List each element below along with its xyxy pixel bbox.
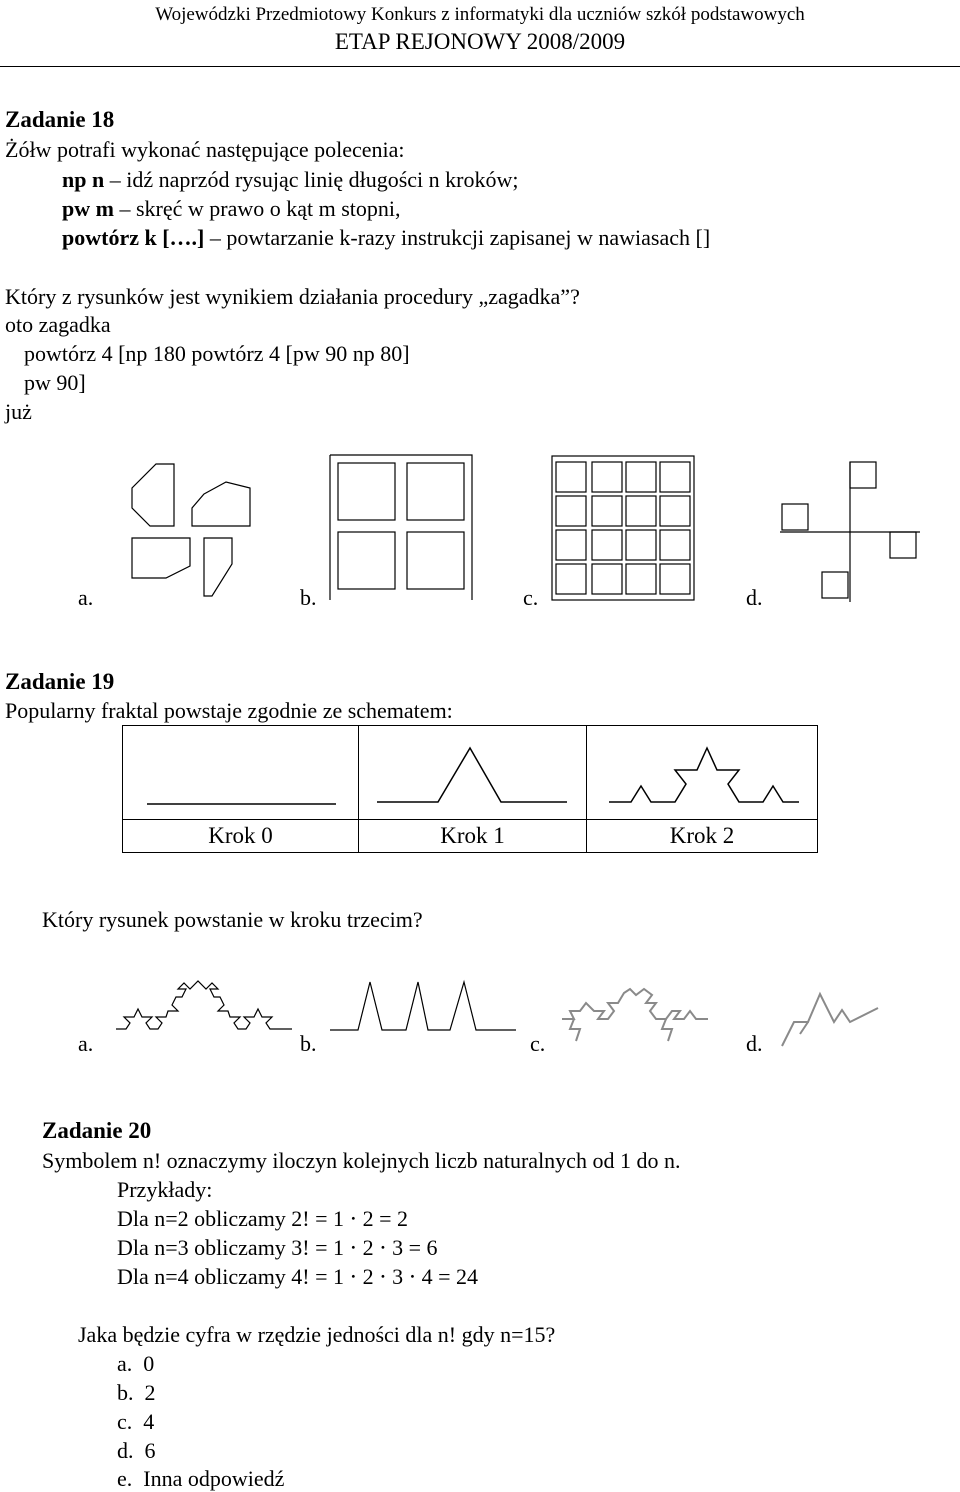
cmd-powtorz-desc: – powtarzanie k-razy instrukcji zapisanej w nawiasach [] [204,225,711,250]
header-divider [0,66,960,67]
task19-option-c[interactable]: c. [530,1031,546,1056]
task18-figure-a [126,460,256,602]
task19-figure-c [562,985,712,1047]
task18-code-line4: już [5,399,32,424]
task20-answer-e[interactable]: e. Inna odpowiedź [117,1466,285,1491]
task18-code-line3: pw 90] [24,370,86,395]
task20-example-3: Dla n=4 obliczamy 4! = 1 ⋅ 2 ⋅ 3 ⋅ 4 = 24 [117,1264,479,1289]
step0-label: Krok 0 [123,820,359,853]
task18-option-d[interactable]: d. [746,585,763,610]
step2-cell [587,726,818,820]
cmd-np-desc: – idź naprzód rysując linię długości n kroków; [104,167,519,192]
step2-label: Krok 2 [587,820,818,853]
header-stage: ETAP REJONOWY 2008/2009 [334,29,626,54]
header-competition: Wojewódzki Przedmiotowy Konkurs z informatyki dla uczniów szkół podstawowych [155,4,805,25]
task18-code-line2: powtórz 4 [np 180 powtórz 4 [pw 90 np 80] [24,341,410,366]
task20-answer-b[interactable]: b. 2 [117,1380,156,1405]
task20-answer-c[interactable]: c. 4 [117,1409,155,1434]
step1-cell [359,726,587,820]
task19-figure-b [330,980,516,1040]
task19-option-b[interactable]: b. [300,1031,317,1056]
cmd-powtorz-name: powtórz k [….] [62,225,205,250]
cmd-pw-desc: – skręć w prawo o kąt m stopni, [113,196,401,221]
task18-command-np [62,167,518,193]
task18-option-b[interactable]: b. [300,585,317,610]
task20-answer-d[interactable]: d. 6 [117,1438,156,1463]
task18-command-pw [62,196,401,222]
task18-option-a[interactable]: a. [78,585,94,610]
task20-example-2: Dla n=3 obliczamy 3! = 1 ⋅ 2 ⋅ 3 = 6 [117,1235,438,1260]
task18-figure-b [330,455,472,600]
task18-title: Zadanie 18 [5,107,115,132]
task20-answer-a[interactable]: a. 0 [117,1351,155,1376]
cmd-np-name: np n [62,167,105,192]
step1-label: Krok 1 [359,820,587,853]
task19-option-d[interactable]: d. [746,1031,763,1056]
task19-question: Który rysunek powstanie w kroku trzecim? [42,907,423,932]
task19-option-a[interactable]: a. [78,1031,94,1056]
task19-intro: Popularny fraktal powstaje zgodnie ze schematem: [5,698,453,723]
task18-figure-c [552,456,696,602]
task18-command-powtorz [62,225,710,251]
fractal-steps-table [122,725,818,853]
koch-step0-figure [123,726,358,814]
task20-question: Jaka będzie cyfra w rzędzie jedności dla n! gdy n=15? [78,1322,556,1347]
task19-figure-a [116,977,292,1037]
cmd-pw-name: pw m [62,196,114,221]
koch-step1-figure [359,726,586,814]
task18-intro: Żółw potrafi wykonać następujące polecenia: [5,137,405,162]
task20-examples-label: Przykłady: [117,1177,213,1202]
task18-figure-d [780,462,920,602]
task20-title: Zadanie 20 [42,1118,152,1143]
step0-cell [123,726,359,820]
task18-code-line1: oto zagadka [5,312,111,337]
task20-example-1: Dla n=2 obliczamy 2! = 1 ⋅ 2 = 2 [117,1206,408,1231]
task18-question: Który z rysunków jest wynikiem działania procedury „zagadka”? [5,284,580,309]
koch-step2-figure [587,726,817,814]
task20-intro: Symbolem n! oznaczymy iloczyn kolejnych liczb naturalnych od 1 do n. [42,1148,681,1173]
task18-option-c[interactable]: c. [523,585,539,610]
task19-title: Zadanie 19 [5,669,115,694]
task19-figure-d [780,988,880,1050]
